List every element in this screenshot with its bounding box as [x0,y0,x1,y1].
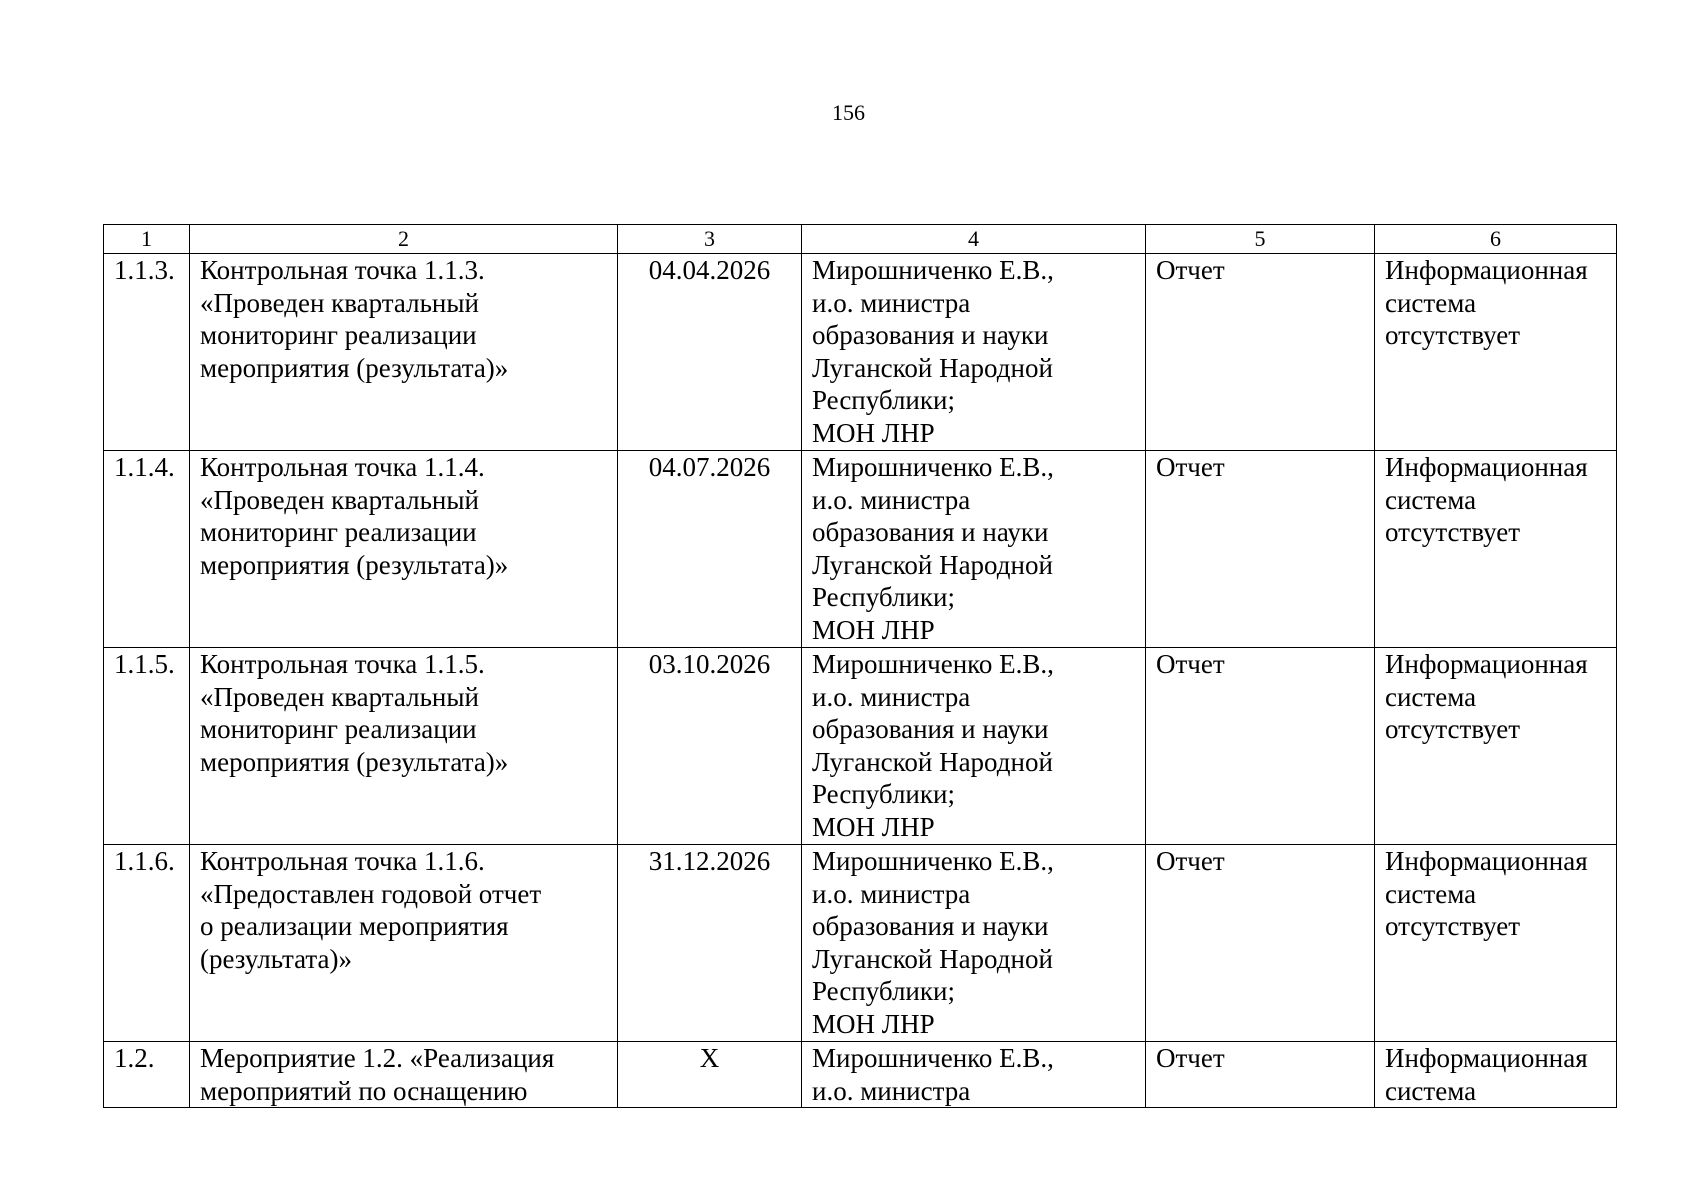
responsible-cell [802,451,1146,648]
event-name-line: мониторинг реализации [200,714,477,744]
column-header: 5 [1146,225,1375,254]
info-system-line: отсутствует [1385,517,1521,547]
table-row [104,254,1617,451]
page-number: 156 [832,100,865,125]
column-header: 1 [104,225,190,254]
event-name-line: Контрольная точка 1.1.5. [200,649,485,679]
responsible-line: Республики; [812,976,955,1006]
info-system-line: система [1385,1075,1477,1106]
event-name-cell [190,845,618,1042]
info-system-cell [1375,648,1617,845]
responsible-line: Мирошниченко Е.В., [812,1043,1054,1073]
deadline-date: 04.07.2026 [618,451,802,648]
responsible-line: Луганской Народной [812,549,1053,580]
document-type: Отчет [1146,451,1375,648]
responsible-line: образования и науки [812,320,1049,350]
event-name-line: мониторинг реализации [200,517,477,547]
event-name-cell [190,648,618,845]
table-row [104,648,1617,845]
info-system-line: система [1385,484,1477,515]
row-number: 1.1.5. [104,648,190,845]
responsible-line: и.о. министра [812,1075,971,1106]
event-name-line: «Предоставлен годовой отчет [200,878,542,909]
info-system-line: Информационная [1385,846,1588,876]
event-name-line: «Проведен квартальный [200,287,479,318]
info-system-line: Информационная [1385,452,1588,482]
responsible-line: образования и науки [812,714,1049,744]
responsible-line: Мирошниченко Е.В., [812,649,1054,679]
deadline-date: 31.12.2026 [618,845,802,1042]
event-name-cell [190,1042,618,1108]
event-name-line: мониторинг реализации [200,320,477,350]
info-system-cell [1375,254,1617,451]
info-system-line: отсутствует [1385,714,1521,744]
info-system-cell [1375,1042,1617,1108]
document-type: Отчет [1146,254,1375,451]
responsible-line: Луганской Народной [812,943,1053,974]
table-row [104,451,1617,648]
event-name-line: «Проведен квартальный [200,681,479,712]
info-system-line: Информационная [1385,1043,1588,1073]
responsible-line: образования и науки [812,517,1049,547]
responsible-line: образования и науки [812,911,1049,941]
event-name-line: мероприятий по оснащению [200,1075,528,1106]
info-system-line: система [1385,287,1477,318]
deadline-date: 04.04.2026 [618,254,802,451]
responsible-line: Луганской Народной [812,352,1053,383]
responsible-line: Мирошниченко Е.В., [812,846,1054,876]
info-system-line: Информационная [1385,255,1588,285]
event-name-line: (результата)» [200,943,352,974]
responsible-cell [802,254,1146,451]
responsible-cell [802,1042,1146,1108]
event-name-line: Мероприятие 1.2. «Реализация [200,1043,555,1073]
event-name-cell [190,254,618,451]
document-type: Отчет [1146,648,1375,845]
info-system-line: система [1385,681,1477,712]
info-system-cell [1375,451,1617,648]
document-type: Отчет [1146,845,1375,1042]
row-number: 1.1.4. [104,451,190,648]
event-name-line: мероприятия (результата)» [200,746,509,777]
responsible-line: Луганской Народной [812,746,1053,777]
responsible-line: Мирошниченко Е.В., [812,255,1054,285]
responsible-line: Республики; [812,385,955,415]
info-system-cell [1375,845,1617,1042]
responsible-line: МОН ЛНР [812,811,935,842]
event-name-line: «Проведен квартальный [200,484,479,515]
table-row [104,845,1617,1042]
info-system-line: отсутствует [1385,911,1521,941]
info-system-line: отсутствует [1385,320,1521,350]
event-name-line: Контрольная точка 1.1.4. [200,452,485,482]
responsible-line: и.о. министра [812,484,971,515]
responsible-line: МОН ЛНР [812,417,935,448]
responsible-cell [802,648,1146,845]
column-header: 2 [190,225,618,254]
row-number: 1.1.6. [104,845,190,1042]
info-system-line: Информационная [1385,649,1588,679]
control-points-table [103,224,1617,1108]
document-type: Отчет [1146,1042,1375,1108]
responsible-line: МОН ЛНР [812,614,935,645]
responsible-line: Республики; [812,779,955,809]
responsible-line: и.о. министра [812,878,971,909]
responsible-line: Мирошниченко Е.В., [812,452,1054,482]
deadline-date: 03.10.2026 [618,648,802,845]
column-number-row [104,225,1617,254]
row-number: 1.1.3. [104,254,190,451]
table-row [104,1042,1617,1108]
responsible-line: и.о. министра [812,681,971,712]
column-header: 4 [802,225,1146,254]
responsible-line: МОН ЛНР [812,1008,935,1039]
event-name-line: о реализации мероприятия [200,911,509,941]
responsible-cell [802,845,1146,1042]
event-name-line: Контрольная точка 1.1.3. [200,255,485,285]
row-number: 1.2. [104,1042,190,1108]
column-header: 6 [1375,225,1617,254]
responsible-line: и.о. министра [812,287,971,318]
info-system-line: система [1385,878,1477,909]
responsible-line: Республики; [812,582,955,612]
event-name-cell [190,451,618,648]
event-name-line: мероприятия (результата)» [200,549,509,580]
column-header: 3 [618,225,802,254]
event-name-line: мероприятия (результата)» [200,352,509,383]
event-name-line: Контрольная точка 1.1.6. [200,846,485,876]
deadline-date: Х [618,1042,802,1108]
